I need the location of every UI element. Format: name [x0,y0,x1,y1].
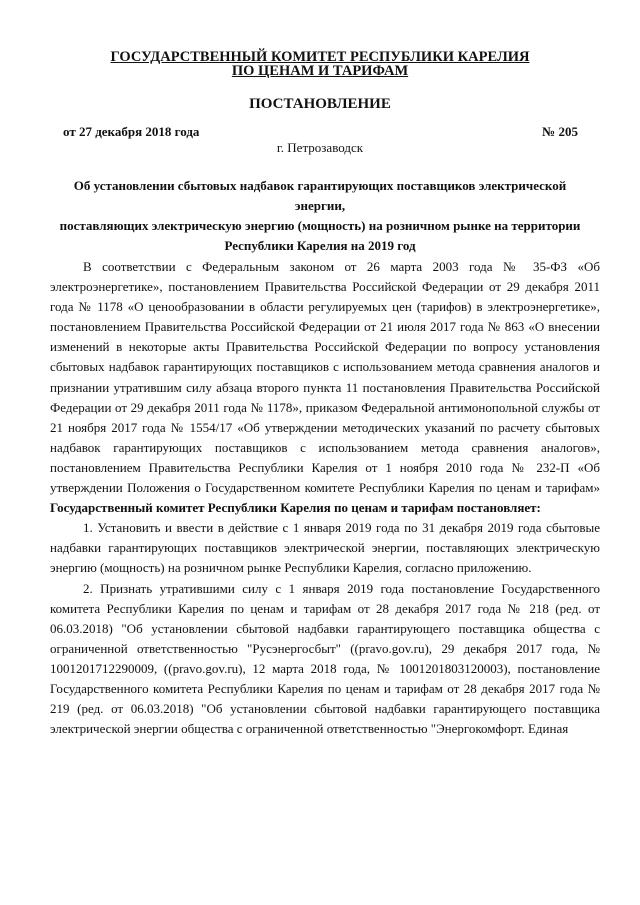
document-city: г. Петрозаводск [276,140,364,155]
preamble-colon: : [536,500,541,516]
title-line: поставляющих электрическую энергию (мощность) на розничном рынке на территории [59,218,581,233]
organization-name-text: ГОСУДАРСТВЕННЫЙ КОМИТЕТ РЕСПУБЛИКИ КАРЕЛИЯ [110,49,530,65]
document-date: от 27 декабря 2018 года [63,124,200,139]
title-line: Республики Карелия на 2019 год [224,238,416,253]
document-type: ПОСТАНОВЛЕНИЕ [249,96,391,112]
preamble-paragraph [50,257,600,518]
preamble-text: В соответствии с Федеральным законом от 26 марта 2003 года № 35-ФЗ «Об электроэнергетике», постановлением Правительства Российской Федерации от 29 декабря 2011 года № 1178 «О ценообразовании в области регулируемых цен (тарифов) в электроэнергетике», постановлением Правительства Российской Федерации от 21 июля 2017 года № 863 «О внесении изменений в некоторые акты Правительства Российской Федерации по вопросу установления сбытовых надбавок гарантирующих поставщиков с использованием метода сравнения аналогов и признании утратившим силу абзаца второго пункта 11 постановления Правительства Российской Федерации от 29 декабря 2011 года № 1178», приказом Федеральной антимонопольной службы от 21 ноября 2017 года № 1554/17 «Об утверждении методических указаний по расчету сбытовых надбавок гарантирующих поставщиков с использованием метода сравнения аналогов», постановлением Правительства Республики Карелия от 1 ноября 2010 года № 232-П «Об утверждении Положения о Государственном комитете Республики Карелия по ценам и тарифам» [50,259,600,496]
preamble-resolution: Государственный комитет Республики Карелия по ценам и тарифам постановляет [50,500,537,516]
document-body [50,257,600,739]
organization-name-line2 [0,64,640,79]
title-line: Об установлении сбытовых надбавок гарантирующих поставщиков электрической энергии, [73,178,567,213]
item-paragraph-2: 2. Признать утратившими силу с 1 января 2019 года постановление Государственного комитета Республики Карелия по ценам и тарифам от 28 декабря 2017 года № 218 (ред. от 06.03.2018) "Об установлении сбытовой надбавки гарантирующего поставщика общества с ограниченной ответственностью "Русэнергосбыт" ((pravo.gov.ru), 29 декабря 2017 года, № 1001201712290009, ((pravo.gov.ru), 12 марта 2018 года, № 1001201803120003), постановление Государственного комитета Республики Карелия по ценам и тарифам от 28 декабря 2017 года № 219 (ред. от 06.03.2018) "Об установлении сбытовой надбавки гарантирующего поставщика электрической энергии общества с ограниченной ответственностью "Энергокомфорт. Единая [50,580,600,737]
organization-name-text: ПО ЦЕНАМ И ТАРИФАМ [231,63,409,79]
document-title [50,176,590,256]
item-paragraph-1: 1. Установить и ввести в действие с 1 января 2019 года по 31 декабря 2019 года сбытовые надбавки гарантирующих поставщиков электрической энергии, поставляющих электрическую энергию (мощность) на розничном рынке Республики Карелия, согласно приложению. [50,520,600,576]
document-number: № 205 [542,124,578,139]
